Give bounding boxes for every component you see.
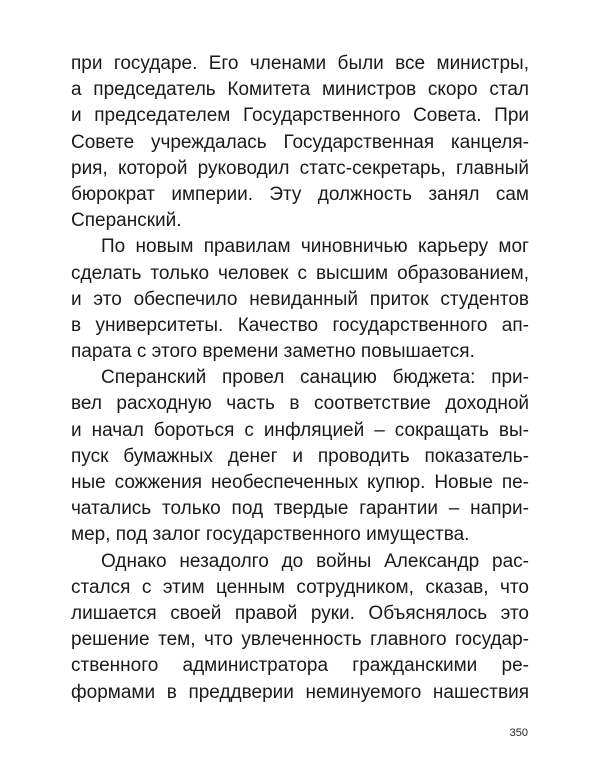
text-line: По новым правилам чиновничью карьеру мог <box>101 236 529 258</box>
text-line: при государе. Его членами были все министры, <box>71 53 529 74</box>
text-line: ственного администратора гражданскими ре- <box>71 655 529 677</box>
paragraph <box>71 234 529 365</box>
text-line: сделать только человек с высшим образованием, <box>71 262 529 284</box>
text-line: стался с этим ценным сотрудником, сказав, что <box>71 576 529 598</box>
text-line: пуск бумажных денег и проводить показатель- <box>71 445 529 467</box>
text-line: решение тем, что увлеченность главного государ- <box>71 629 529 651</box>
text-line: Сперанский провел санацию бюджета: при- <box>101 367 529 389</box>
text-line: а председатель Комитета министров скоро стал <box>71 79 529 101</box>
text-line: формами в преддверии неминуемого нашествия <box>71 681 529 703</box>
body-text <box>71 51 529 706</box>
paragraph <box>71 365 529 548</box>
text-line: Совете учреждалась Государственная канцеля- <box>71 131 529 153</box>
text-line: чатались только под твердые гарантии – напри- <box>71 498 529 520</box>
text-line: Сперанский. <box>71 210 182 232</box>
text-line: ные сожжения необеспеченных купюр. Новые пе- <box>71 472 529 493</box>
text-line: парата с этого времени заметно повышается. <box>71 341 475 363</box>
paragraph <box>71 549 529 706</box>
text-line: и председателем Государственного Совета. При <box>71 105 529 127</box>
text-line: в университеты. Качество государственного ап- <box>71 314 529 336</box>
text-line: и начал бороться с инфляцией – сокращать вы- <box>71 419 529 441</box>
text-line: лишается своей правой руки. Объяснялось это <box>71 602 529 624</box>
page-number: 350 <box>509 727 528 739</box>
text-line: бюрократ империи. Эту должность занял сам <box>71 183 529 205</box>
text-line: мер, под залог государственного имущества. <box>71 524 470 546</box>
text-line: рия, которой руководил статс-секретарь, главный <box>71 157 529 179</box>
text-line: вел расходную часть в соответствие доходной <box>71 393 529 415</box>
paragraph <box>71 51 529 234</box>
text-line: Однако незадолго до войны Александр рас- <box>101 550 529 572</box>
text-line: и это обеспечило невиданный приток студентов <box>71 288 529 310</box>
